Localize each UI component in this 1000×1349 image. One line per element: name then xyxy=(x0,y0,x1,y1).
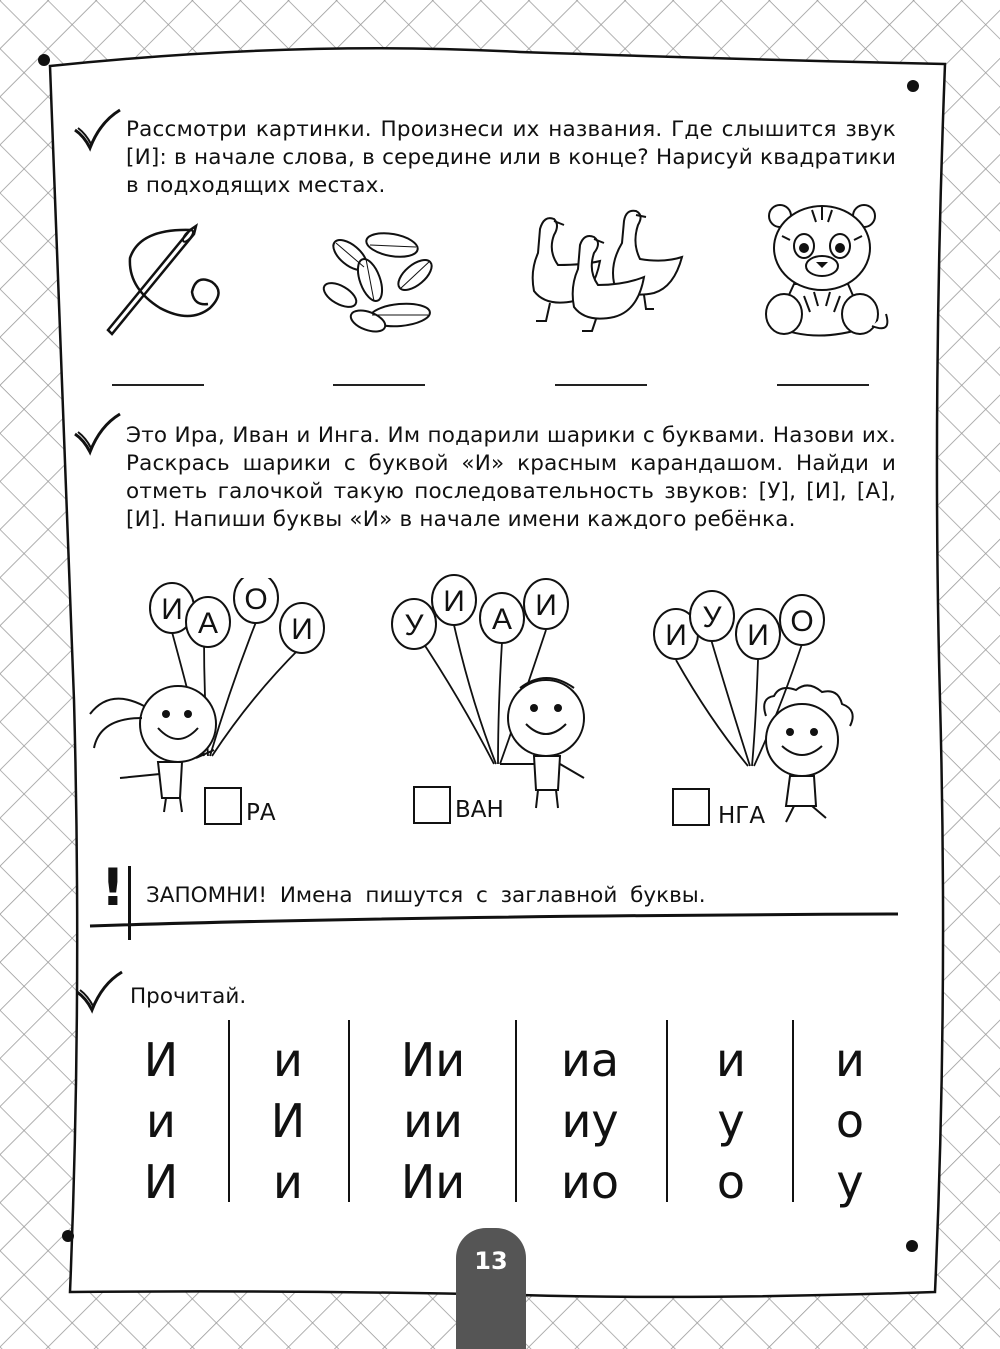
reading-syllable: И xyxy=(143,1155,179,1209)
balloon-letter: О xyxy=(790,605,814,638)
reading-syllable: и xyxy=(835,1033,865,1087)
balloon-letter: А xyxy=(197,607,219,640)
reading-syllable: у xyxy=(717,1094,745,1148)
remember-text: ЗАПОМНИ! Имена пишутся с заглавной буквы. xyxy=(146,883,706,908)
balloon-letter: И xyxy=(747,619,769,652)
name-suffix: РА xyxy=(246,800,276,826)
reading-syllable: И xyxy=(270,1094,306,1148)
reading-syllable: и xyxy=(273,1033,303,1087)
balloon-letter: У xyxy=(702,601,722,634)
checkmark-icon xyxy=(74,970,124,1016)
child-girl-ira xyxy=(80,578,340,818)
reading-syllable: и xyxy=(716,1033,746,1087)
name-suffix: ВАН xyxy=(455,797,504,823)
remember-underline xyxy=(88,906,900,932)
reading-syllable: И xyxy=(143,1033,179,1087)
reading-column xyxy=(795,1030,905,1213)
balloon-letter: И xyxy=(443,585,465,618)
first-letter-box[interactable] xyxy=(413,786,451,824)
leaves-icon xyxy=(320,225,440,340)
reading-syllable: Ии xyxy=(400,1155,466,1209)
page-number: 13 xyxy=(474,1247,508,1275)
answer-line[interactable] xyxy=(777,384,869,386)
name-suffix: НГА xyxy=(718,803,766,829)
reading-column xyxy=(233,1030,343,1213)
answer-line[interactable] xyxy=(112,384,204,386)
child-boy-ivan xyxy=(370,568,630,818)
reading-syllable: ии xyxy=(403,1094,463,1148)
reading-column xyxy=(676,1030,786,1213)
reading-syllable: у xyxy=(836,1155,864,1209)
reading-syllable: иу xyxy=(561,1094,619,1148)
first-letter-box[interactable] xyxy=(672,788,710,826)
reading-column xyxy=(378,1030,488,1213)
reading-column xyxy=(535,1030,645,1213)
column-divider xyxy=(792,1020,794,1202)
balloon-letter: У xyxy=(404,609,424,642)
geese-icon xyxy=(514,203,690,335)
exclamation-mark: ! xyxy=(101,858,125,918)
reading-syllable: иа xyxy=(560,1033,620,1087)
reading-column xyxy=(106,1030,216,1213)
reading-syllable: и xyxy=(146,1094,176,1148)
checkmark-icon xyxy=(72,108,122,154)
tiger-cub-icon xyxy=(754,196,894,346)
answer-line[interactable] xyxy=(555,384,647,386)
balloon-letter: И xyxy=(665,619,687,652)
task3-label: Прочитай. xyxy=(130,984,247,1009)
balloon-letter: И xyxy=(291,613,313,646)
reading-syllable: Ии xyxy=(400,1033,466,1087)
first-letter-box[interactable] xyxy=(204,787,242,825)
reading-syllable: о xyxy=(835,1094,865,1148)
task1-instruction: Рассмотри картинки. Произнеси их названия. Где слышится звук [И]: в начале слова, в середине или в конце? Нарисуй квадратики в подходящих местах. xyxy=(126,117,896,198)
reading-syllable: и xyxy=(273,1155,303,1209)
balloon-letter: А xyxy=(491,603,513,636)
reading-syllable: ио xyxy=(560,1155,620,1209)
column-divider xyxy=(348,1020,350,1202)
balloon-letter: О xyxy=(244,583,268,616)
needle-icon xyxy=(100,218,240,350)
column-divider xyxy=(228,1020,230,1202)
balloon-letter: И xyxy=(535,589,557,622)
checkmark-icon xyxy=(72,412,122,458)
answer-line[interactable] xyxy=(333,384,425,386)
reading-syllable: о xyxy=(716,1155,746,1209)
task2-instruction: Это Ира, Иван и Инга. Им подарили шарики с буквами. Назови их. Раскрась шарики с буквой «И» красным карандашом. Найди и отметь галочкой такую последовательность звуков: [У], [И], [А], [И]. Напиши буквы «И» в начале имени каждого ребёнка. xyxy=(126,423,896,532)
balloon-letter: И xyxy=(161,593,183,626)
column-divider xyxy=(666,1020,668,1202)
column-divider xyxy=(515,1020,517,1202)
